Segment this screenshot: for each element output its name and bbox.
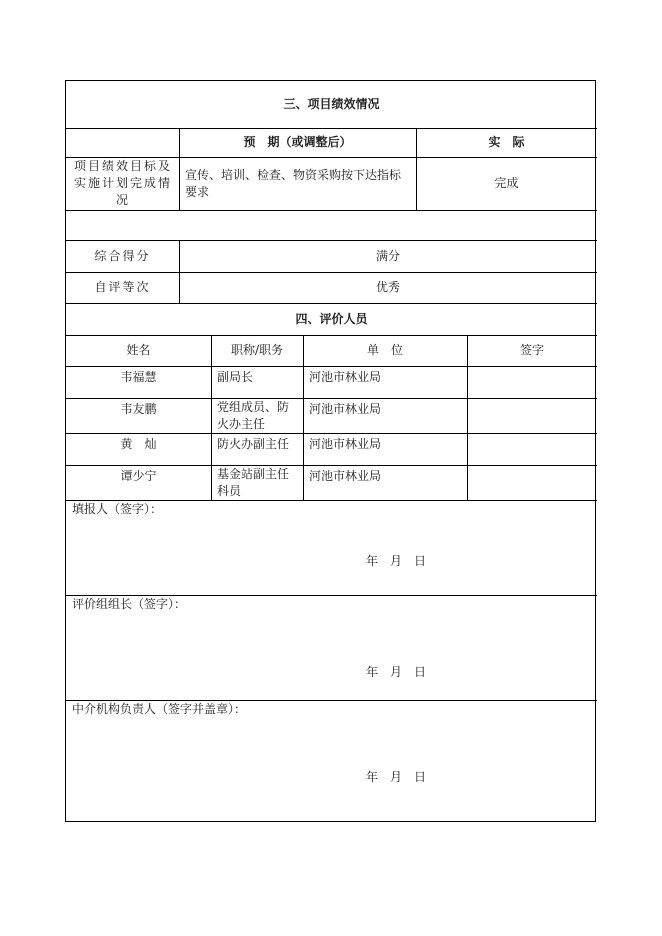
evaluator-unit: 河池市林业局 bbox=[309, 469, 382, 483]
team-leader-signature-label: 评价组组长（签字）： bbox=[72, 597, 187, 611]
header-unit: 单 位 bbox=[366, 343, 403, 357]
col-expected-header: 预 期（或调整后） bbox=[243, 135, 352, 149]
grade-label: 自评等次 bbox=[94, 280, 151, 294]
evaluator-unit: 河池市林业局 bbox=[309, 437, 382, 451]
filler-date[interactable]: 年 月 日 bbox=[365, 553, 426, 568]
section3-title: 三、项目绩效情况 bbox=[283, 97, 380, 111]
evaluator-name: 韦友鹏 bbox=[120, 402, 157, 416]
score-value: 满分 bbox=[375, 248, 400, 263]
evaluator-unit: 河池市林业局 bbox=[309, 402, 382, 416]
evaluator-title: 党组成员、防火办主任 bbox=[217, 400, 290, 431]
evaluator-signature[interactable] bbox=[467, 398, 597, 433]
evaluator-name: 黄 灿 bbox=[120, 437, 157, 451]
evaluator-name: 谭少宁 bbox=[120, 469, 157, 483]
evaluator-unit: 河池市林业局 bbox=[309, 370, 382, 384]
evaluator-signature[interactable] bbox=[467, 433, 597, 465]
divider bbox=[66, 210, 597, 211]
section4-title: 四、评价人员 bbox=[295, 311, 368, 326]
evaluator-name: 韦福慧 bbox=[120, 370, 157, 384]
agency-head-date[interactable]: 年 月 日 bbox=[365, 769, 426, 784]
evaluator-title: 副局长 bbox=[217, 370, 254, 384]
goal-expected: 宣传、培训、检查、物资采购按下达指标要求 bbox=[185, 167, 402, 199]
performance-form bbox=[65, 80, 596, 822]
evaluator-title: 基金站副主任科员 bbox=[217, 467, 290, 498]
grade-value: 优秀 bbox=[375, 280, 400, 294]
header-title: 职称/职务 bbox=[230, 343, 284, 357]
goal-actual: 完成 bbox=[494, 176, 519, 190]
goal-label: 项目绩效目标及实施计划完成情况 bbox=[73, 159, 172, 207]
agency-head-signature-label: 中介机构负责人（签字并盖章）： bbox=[72, 702, 247, 716]
evaluator-title: 防火办副主任 bbox=[217, 437, 290, 451]
col-actual-header: 实 际 bbox=[488, 135, 525, 149]
score-label: 综合得分 bbox=[94, 248, 151, 263]
evaluator-signature[interactable] bbox=[467, 465, 597, 500]
team-leader-date[interactable]: 年 月 日 bbox=[365, 664, 426, 679]
evaluator-signature[interactable] bbox=[467, 366, 597, 398]
header-name: 姓名 bbox=[126, 343, 151, 357]
filler-signature-label: 填报人（签字）： bbox=[72, 502, 163, 516]
header-signature: 签字 bbox=[519, 343, 544, 357]
